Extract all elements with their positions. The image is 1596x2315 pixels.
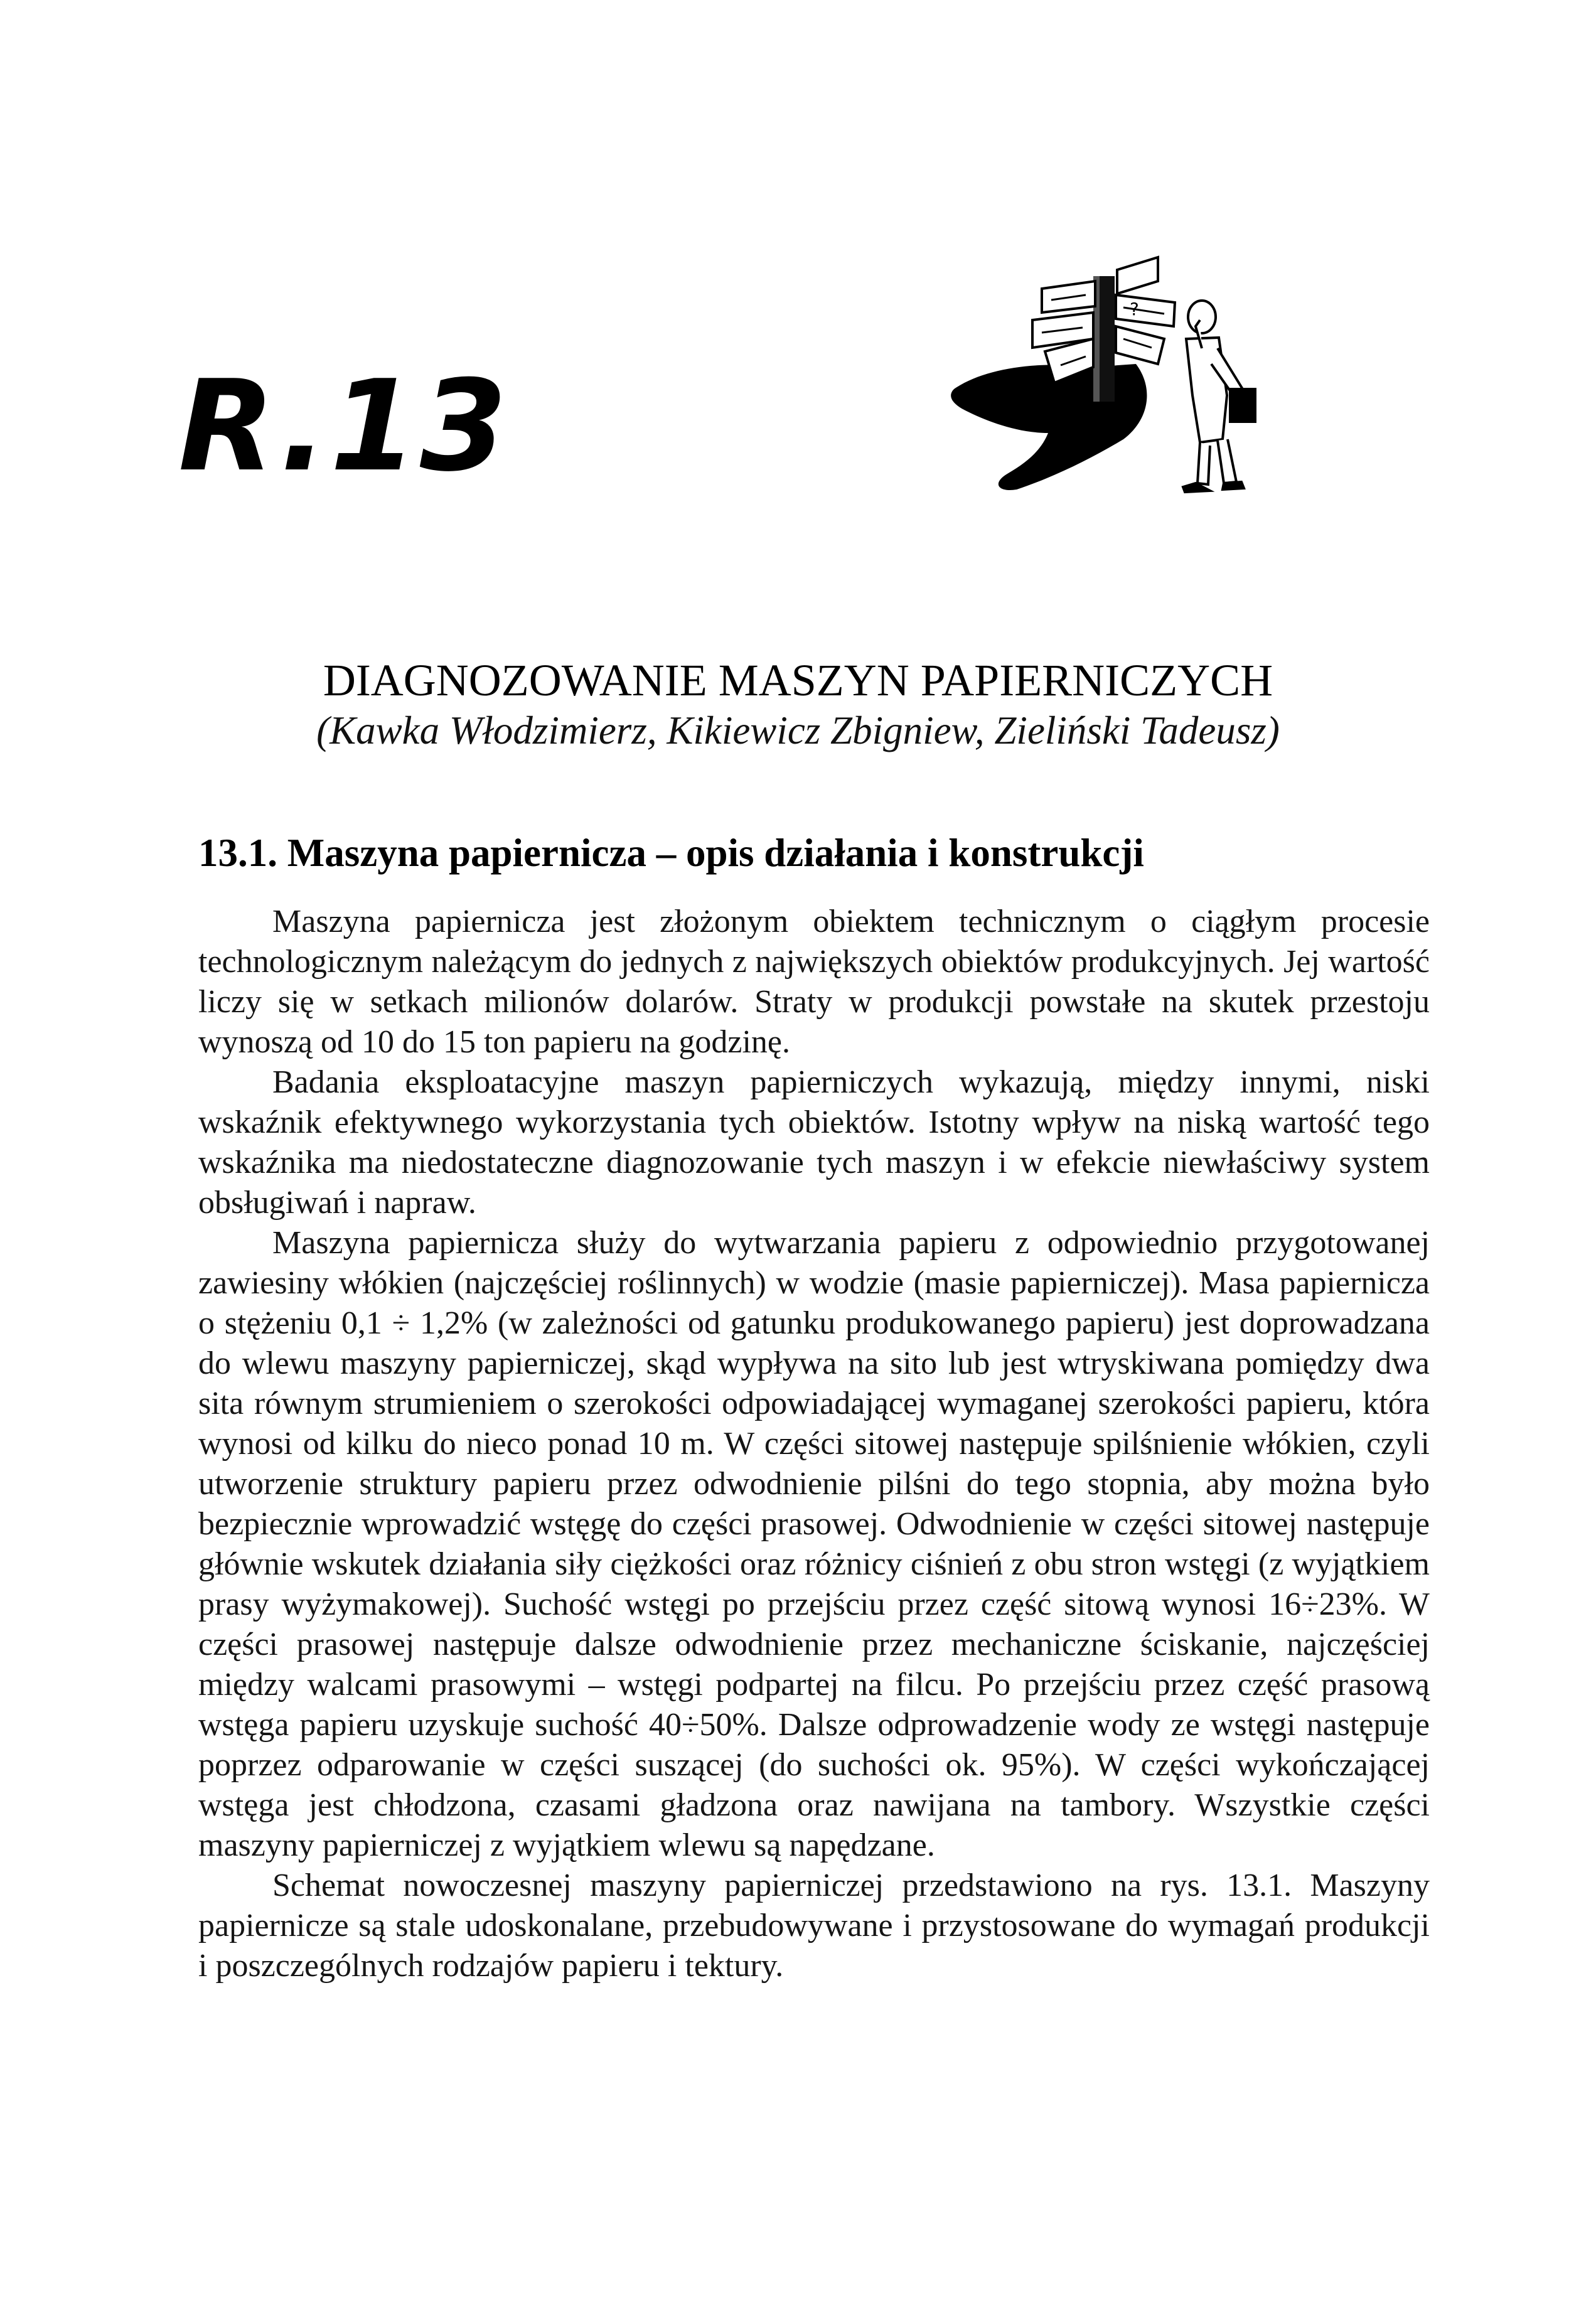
thinking-man	[1183, 301, 1255, 492]
sign-board	[1117, 257, 1158, 294]
paragraph: Maszyna papiernicza jest złożonym obiektem technicznym o ciągłym procesie technologicznym należącym do jednych z największych obiektów produkcyjnych. Jej wartość liczy się w setkach milionów dolarów. Straty w produkcji powstałe na skutek przestoju wynoszą od 10 do 15 ton papieru na godzinę.	[198, 904, 1430, 1060]
question-mark: ?	[1130, 299, 1139, 319]
paragraph: Badania eksploatacyjne maszyn papierniczych wykazują, między innymi, niski wskaźnik efektywnego wykorzystania tych obiektów. Istotny wpływ na niską wartość tego wskaźnika ma niedostateczne diagnozowanie tych maszyn i w efekcie niewłaściwy system obsługiwań i napraw.	[198, 1064, 1430, 1221]
body-text	[198, 902, 1430, 1986]
chapter-label: R.13	[178, 353, 510, 500]
ground-shadow	[951, 364, 1147, 490]
chapter-title: DIAGNOZOWANIE MASZYN PAPIERNICZYCH	[323, 655, 1273, 705]
paragraph: Maszyna papiernicza służy do wytwarzania papieru z odpowiednio przygotowanej zawiesiny włókien (najczęściej roślinnych) w wodzie (masie papierniczej). Masa papiernicza o stężeniu 0,1 ÷ 1,2% (w zależności od gatunku produkowanego papieru) jest doprowadzana do wlewu maszyny papierniczej, skąd wypływa na sito lub jest wtryskiwana pomiędzy dwa sita równym strumieniem o szerokości odpowiadającej wymaganej szerokości papieru, która wynosi od kilku do nieco ponad 10 m. W części sitowej następuje spilśnienie włókien, czyli utworzenie struktury papieru przez odwodnienie pilśni do tego stopnia, aby można było bezpiecznie wprowadzić wstęgę do części prasowej. Odwodnienie w części sitowej następuje głównie wskutek działania siły ciężkości oraz różnicy ciśnień z obu stron wstęgi (z wyjątkiem prasy wyżymakowej). Suchość wstęgi po przejściu przez część sitową wynosi 16÷23%. W części prasowej następuje dalsze odwodnienie przez mechaniczne ściskanie, najczęściej między walcami prasowymi – wstęgi podpartej na filcu. Po przejściu przez część prasową wstęga papieru uzyskuje suchość 40÷50%. Dalsze odprowadzenie wody ze wstęgi następuje poprzez odparowanie w części suszącej (do suchości ok. 95%). W części wykończającej wstęga jest chłodzona, czasami gładzona oraz nawijana na tambory. Wszystkie części maszyny papierniczej z wyjątkiem wlewu są napędzane.	[198, 1225, 1430, 1863]
signpost-thinking-man-icon	[948, 232, 1299, 508]
section-heading: 13.1. Maszyna papiernicza – opis działania i konstrukcji	[198, 831, 1144, 875]
paragraph: Schemat nowoczesnej maszyny papierniczej przedstawiono na rys. 13.1. Maszyny papiernicze są stale udoskonalane, przebudowywane i przystosowane do wymagań produkcji i poszczególnych rodzajów papieru i tektury.	[198, 1868, 1430, 1984]
sign-board	[1116, 326, 1164, 364]
authors-line: (Kawka Włodzimierz, Kikiewicz Zbigniew, Zieliński Tadeusz)	[316, 708, 1280, 752]
